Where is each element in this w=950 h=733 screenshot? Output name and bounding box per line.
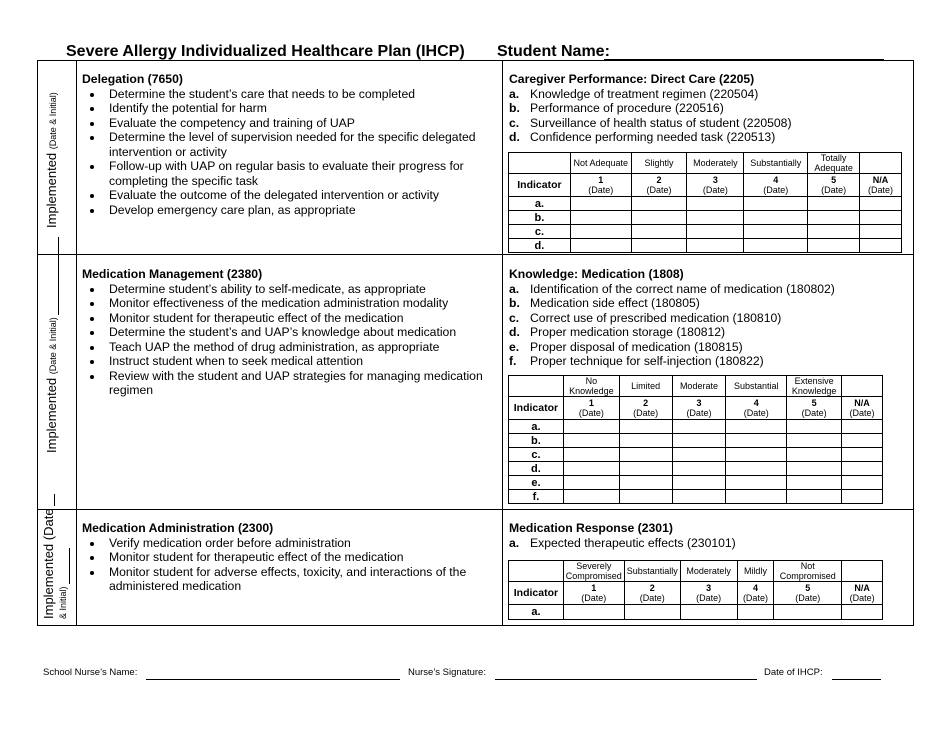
rating-cell[interactable] (860, 211, 902, 225)
rating-cell[interactable] (563, 448, 619, 462)
scale-number: 2 (649, 583, 655, 593)
rating-cell[interactable] (570, 225, 631, 239)
rating-cell[interactable] (680, 605, 737, 620)
scale-label: Totally Adequate (808, 153, 860, 174)
scale-date: (Date) (686, 408, 712, 418)
indicator-row (509, 434, 883, 448)
scale-label: No Knowledge (563, 376, 619, 397)
scale-number: 3 (706, 583, 712, 593)
intervention-item: • Teach UAP the method of drug administration, as appropriate (104, 340, 492, 355)
rating-cell[interactable] (687, 197, 744, 211)
scale-number: 1 (588, 398, 594, 408)
scale-number-cell (737, 582, 774, 605)
indicator-item (509, 296, 909, 311)
indicator-header: Indicator (509, 174, 571, 197)
indicator-row (509, 605, 883, 620)
indicator-item (509, 340, 909, 355)
scale-date: (Date) (801, 408, 827, 418)
indicator-row-label: a. (509, 197, 571, 211)
intervention-item: • Evaluate the competency and training of UAP (104, 116, 492, 131)
indicator-row (509, 462, 883, 476)
intervention-item: • Monitor student for therapeutic effect of the medication (104, 550, 492, 565)
rating-cell[interactable] (842, 490, 883, 504)
date-of-ihcp-label: Date of IHCP: (764, 667, 823, 678)
scale-number-cell (631, 174, 687, 197)
rating-cell[interactable] (808, 239, 860, 253)
rating-cell[interactable] (808, 225, 860, 239)
indicator-text: Proper disposal of medication (180815) (530, 339, 743, 354)
scale-label: Slightly (631, 153, 687, 174)
scale-date: (Date) (821, 185, 847, 195)
rating-cell[interactable] (672, 476, 726, 490)
rating-cell[interactable] (842, 605, 883, 620)
indicator-letter: a. (509, 281, 520, 296)
date-of-ihcp-field[interactable] (832, 679, 881, 680)
scale-label: Substantially (744, 153, 808, 174)
scale-number-cell (744, 174, 808, 197)
rating-cell[interactable] (631, 197, 687, 211)
section-title: Medication Response (2301) (509, 521, 673, 535)
intervention-item: • Follow-up with UAP on regular basis to evaluate their progress for completing the specific task (104, 159, 492, 188)
scale-number: 4 (753, 398, 759, 408)
indicator-text: Confidence performing needed task (220513) (530, 130, 776, 144)
scale-number-cell (680, 582, 737, 605)
rating-cell[interactable] (787, 476, 842, 490)
indicator-letter: b. (509, 296, 520, 310)
rating-cell[interactable] (744, 211, 808, 225)
rating-cell[interactable] (563, 462, 619, 476)
scale-number-cell (687, 174, 744, 197)
scale-number: N/A (872, 175, 889, 185)
indicator-row (509, 197, 902, 211)
nurse-signature-label: Nurse’s Signature: (408, 667, 486, 678)
scale-number: 4 (752, 583, 758, 593)
intervention-item: • Verify medication order before administration (104, 536, 492, 551)
scale-number-cell (563, 397, 619, 420)
scale-date: (Date) (646, 185, 672, 195)
indicator-letter: d. (509, 325, 520, 339)
scale-date: (Date) (581, 593, 607, 603)
indicator-row-label: d. (509, 462, 564, 476)
scale-number-cell (774, 582, 842, 605)
indicator-item (509, 282, 909, 297)
scale-date: (Date) (639, 593, 665, 603)
indicator-row (509, 476, 883, 490)
rating-cell[interactable] (737, 605, 774, 620)
scale-date: (Date) (578, 408, 604, 418)
medication-administration-section (82, 521, 492, 594)
indicator-text: Medication side effect (180805) (530, 296, 700, 310)
school-nurse-name-label: School Nurse’s Name: (43, 667, 138, 678)
caregiver-performance-section (509, 72, 909, 145)
indicator-row-label: a. (509, 605, 564, 620)
student-name-label: Student Name: (497, 43, 610, 60)
rating-cell[interactable] (726, 490, 787, 504)
medication-management-section (82, 267, 492, 398)
indicator-text: Expected therapeutic effects (230101) (530, 535, 736, 550)
rating-cell[interactable] (619, 420, 672, 434)
section-title: Delegation (7650) (82, 72, 183, 86)
section-title: Caregiver Performance: Direct Care (2205) (509, 72, 755, 86)
implemented-label-3: Implemented (Date & Initial) (42, 494, 70, 619)
indicator-row-label: f. (509, 490, 564, 504)
rating-cell[interactable] (570, 197, 631, 211)
indicator-text: Correct use of prescribed medication (180810) (530, 310, 782, 325)
scale-number: N/A (854, 583, 870, 593)
indicator-item (509, 354, 909, 369)
rating-table-caregiver (508, 152, 902, 253)
rating-cell[interactable] (563, 490, 619, 504)
indicator-item (509, 87, 909, 102)
rating-cell[interactable] (774, 605, 842, 620)
rating-cell[interactable] (860, 197, 902, 211)
indicator-row (509, 448, 883, 462)
indicator-letter: b. (509, 101, 520, 115)
scale-label: Extensive Knowledge (787, 376, 842, 397)
rating-cell[interactable] (744, 239, 808, 253)
rating-cell[interactable] (563, 605, 624, 620)
scale-label: Severely Compromised (563, 561, 624, 582)
form-title: Severe Allergy Individualized Healthcare Plan (IHCP) (66, 43, 465, 60)
scale-label: Moderately (680, 561, 737, 582)
scale-number: N/A (854, 398, 870, 408)
rating-cell[interactable] (842, 434, 883, 448)
scale-number-cell (726, 397, 787, 420)
indicator-text: Performance of procedure (220516) (530, 101, 724, 115)
rating-cell[interactable] (726, 476, 787, 490)
rating-cell[interactable] (619, 448, 672, 462)
knowledge-medication-section (509, 267, 909, 369)
scale-number-cell (619, 397, 672, 420)
scale-label: Not Adequate (570, 153, 631, 174)
indicator-row (509, 211, 902, 225)
scale-number: 5 (811, 398, 817, 408)
intervention-item: • Identify the potential for harm (104, 101, 492, 116)
indicator-letter: c. (509, 115, 520, 130)
rating-cell[interactable] (619, 490, 672, 504)
indicator-letter: a. (509, 535, 520, 550)
scale-date: (Date) (849, 408, 875, 418)
rating-cell[interactable] (842, 448, 883, 462)
school-nurse-name-field[interactable] (146, 679, 400, 680)
scale-date: (Date) (633, 408, 659, 418)
scale-number-cell (842, 397, 883, 420)
rating-cell[interactable] (787, 448, 842, 462)
section-title: Medication Management (2380) (82, 267, 263, 281)
rating-cell[interactable] (842, 420, 883, 434)
scale-number-cell (842, 582, 883, 605)
intervention-item: • Develop emergency care plan, as appropriate (104, 203, 492, 218)
scale-number: 5 (805, 583, 811, 593)
rating-cell[interactable] (619, 434, 672, 448)
scale-label: Limited (619, 376, 672, 397)
rating-cell[interactable] (563, 476, 619, 490)
indicator-row-label: c. (509, 225, 571, 239)
indicator-item (509, 325, 909, 340)
indicator-item (509, 536, 909, 551)
rating-cell[interactable] (570, 239, 631, 253)
indicator-item (509, 130, 909, 145)
indicator-row-label: a. (509, 420, 564, 434)
scale-number: 2 (656, 175, 662, 185)
nurse-signature-field[interactable] (495, 679, 757, 680)
implemented-label-1: Implemented (Date & Initial) (44, 92, 59, 228)
scale-number: 5 (831, 175, 837, 185)
rating-cell[interactable] (687, 211, 744, 225)
indicator-letter: f. (509, 354, 517, 368)
rating-cell[interactable] (672, 434, 726, 448)
scale-label: Moderate (672, 376, 726, 397)
scale-date: (Date) (702, 185, 728, 195)
rating-cell[interactable] (808, 211, 860, 225)
intervention-item: • Evaluate the outcome of the delegated intervention or activity (104, 188, 492, 203)
indicator-header: Indicator (509, 397, 564, 420)
rating-cell[interactable] (672, 462, 726, 476)
rating-cell[interactable] (687, 225, 744, 239)
intervention-item: • Determine the level of supervision needed for the specific delegated intervention or activity (104, 130, 492, 159)
indicator-item (509, 101, 909, 116)
indicator-text: Surveillance of health status of student (220508) (530, 115, 792, 130)
scale-date: (Date) (743, 408, 769, 418)
rating-cell[interactable] (631, 239, 687, 253)
scale-label: Mildly (737, 561, 774, 582)
rating-cell[interactable] (563, 420, 619, 434)
rating-cell[interactable] (787, 462, 842, 476)
rating-cell[interactable] (808, 197, 860, 211)
indicator-letter: d. (509, 130, 520, 144)
intervention-item: • Monitor student for adverse effects, toxicity, and interactions of the administered medication (104, 565, 492, 594)
indicator-row-label: e. (509, 476, 564, 490)
section-title: Medication Administration (2300) (82, 521, 274, 535)
scale-number-cell (808, 174, 860, 197)
intervention-item: • Monitor student for therapeutic effect of the medication (104, 311, 492, 326)
intervention-item: • Determine student’s ability to self-medicate, as appropriate (104, 282, 492, 297)
scale-date: (Date) (588, 185, 614, 195)
rating-cell[interactable] (787, 434, 842, 448)
scale-date: (Date) (742, 593, 768, 603)
scale-number-cell (787, 397, 842, 420)
delegation-section (82, 72, 492, 217)
indicator-letter: a. (509, 86, 520, 101)
rating-cell[interactable] (563, 434, 619, 448)
scale-number: 3 (696, 398, 702, 408)
rating-cell[interactable] (619, 462, 672, 476)
indicator-text: Proper technique for self-injection (180822) (530, 354, 764, 368)
indicator-row-label: c. (509, 448, 564, 462)
scale-number-cell (624, 582, 680, 605)
intervention-item: • Instruct student when to seek medical attention (104, 354, 492, 369)
indicator-row-label: b. (509, 211, 571, 225)
rating-cell[interactable] (726, 434, 787, 448)
rating-table-knowledge (508, 375, 883, 504)
rating-cell[interactable] (787, 490, 842, 504)
scale-number-cell (672, 397, 726, 420)
indicator-text: Identification of the correct name of medication (180802) (530, 281, 835, 296)
indicator-item (509, 311, 909, 326)
indicator-row (509, 490, 883, 504)
rating-cell[interactable] (842, 462, 883, 476)
indicator-item (509, 116, 909, 131)
scale-number-cell (570, 174, 631, 197)
rating-cell[interactable] (631, 225, 687, 239)
scale-number: 2 (643, 398, 649, 408)
rating-cell[interactable] (672, 490, 726, 504)
indicator-row (509, 225, 902, 239)
scale-label: Not Compromised (774, 561, 842, 582)
rating-cell[interactable] (570, 211, 631, 225)
rating-cell[interactable] (744, 197, 808, 211)
intervention-item: • Determine the student’s and UAP’s knowledge about medication (104, 325, 492, 340)
rating-cell[interactable] (860, 239, 902, 253)
rating-cell[interactable] (842, 476, 883, 490)
rating-table-response (508, 560, 883, 620)
indicator-row (509, 420, 883, 434)
indicator-row-label: d. (509, 239, 571, 253)
indicator-letter: c. (509, 310, 520, 325)
indicator-text: Proper medication storage (180812) (530, 325, 726, 339)
rating-cell[interactable] (619, 476, 672, 490)
indicator-row-label: b. (509, 434, 564, 448)
rating-cell[interactable] (624, 605, 680, 620)
implemented-label-2: Implemented (Date & Initial) (44, 237, 59, 453)
rating-cell[interactable] (726, 420, 787, 434)
scale-date: (Date) (849, 593, 875, 603)
section-title: Knowledge: Medication (1808) (509, 267, 684, 281)
scale-number-cell (860, 174, 902, 197)
intervention-item: • Determine the student’s care that needs to be completed (104, 87, 492, 102)
rating-cell[interactable] (672, 420, 726, 434)
rating-cell[interactable] (744, 225, 808, 239)
scale-number-cell (563, 582, 624, 605)
scale-number: 1 (591, 583, 597, 593)
indicator-row (509, 239, 902, 253)
scale-label: Moderately (687, 153, 744, 174)
rating-cell[interactable] (672, 448, 726, 462)
scale-label: Substantially (624, 561, 680, 582)
medication-response-section (509, 521, 909, 550)
intervention-item: • Review with the student and UAP strategies for managing medication regimen (104, 369, 492, 398)
indicator-text: Knowledge of treatment regimen (220504) (530, 86, 759, 101)
scale-number: 3 (712, 175, 718, 185)
scale-date: (Date) (763, 185, 789, 195)
scale-number: 4 (773, 175, 779, 185)
scale-number: 1 (598, 175, 604, 185)
indicator-letter: e. (509, 339, 520, 354)
scale-label: Substantial (726, 376, 787, 397)
rating-cell[interactable] (726, 462, 787, 476)
scale-date: (Date) (795, 593, 821, 603)
rating-cell[interactable] (860, 225, 902, 239)
rating-cell[interactable] (631, 211, 687, 225)
indicator-header: Indicator (509, 582, 564, 605)
rating-cell[interactable] (787, 420, 842, 434)
intervention-item: • Monitor effectiveness of the medication administration modality (104, 296, 492, 311)
scale-date: (Date) (696, 593, 722, 603)
rating-cell[interactable] (687, 239, 744, 253)
scale-date: (Date) (868, 185, 894, 195)
rating-cell[interactable] (726, 448, 787, 462)
